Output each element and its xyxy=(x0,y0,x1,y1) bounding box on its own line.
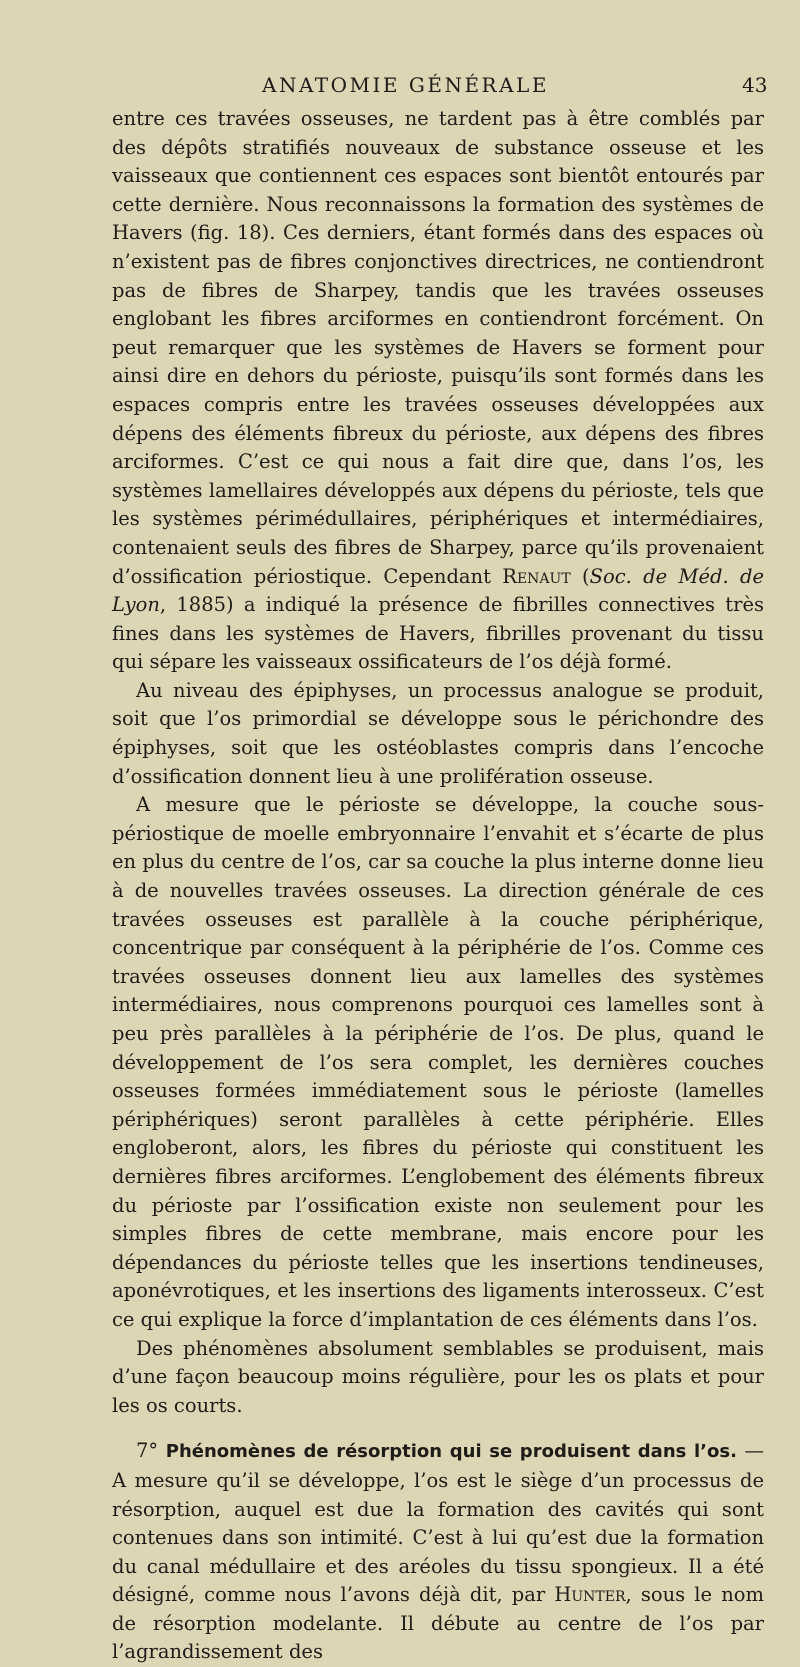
paragraph-4: Des phénomènes absolument semblables se produisent, mais d’une façon beaucoup moins régulière, pour les os plats et pour les os courts. xyxy=(112,1336,764,1417)
running-head xyxy=(0,73,800,103)
paragraph-1-text-c: , 1885) a indiqué la présence de fibrilles connectives très fines dans les systèmes de Havers, fibrilles provenant du tissu qui sépare les vaisseaux ossificateurs de l’os déjà formé. xyxy=(112,593,764,674)
author-hunter: Hunter xyxy=(554,1583,626,1607)
paragraph-3: A mesure que le périoste se développe, la couche sous-périostique de moelle embryonnaire l’envahit et s’écarte de plus en plus du centre de l’os, car sa couche la plus interne donne lieu à de nouvelles travées osseuses. La direction générale de ces travées osseuses est parallèle à la couche périphérique, concentrique par conséquent à la périphérie de l’os. Comme ces travées osseuses donnent lieu aux lamelles des systèmes intermédiaires, nous comprenons pourquoi ces lamelles sont à peu près parallèles à la périphérie de l’os. De plus, quand le développement de l’os sera complet, les dernières couches osseuses formées immédiatement sous le périoste (lamelles périphériques) seront parallèles à cette périphérie. Elles engloberont, alors, les fibres du périoste qui constituent les dernières fibres arciformes. L’englobement des éléments fibreux du périoste par l’ossification existe non seulement pour les simples fibres de cette membrane, mais encore pour les dépendances du périoste telles que les insertions tendineuses, aponévrotiques, et les insertions des ligaments interosseux. C’est ce qui explique la force d’implantation de ces éléments dans l’os. xyxy=(112,793,764,1331)
paragraph-1-text-a: entre ces travées osseuses, ne tardent pas à être comblés par des dépôts stratifiés nouveaux de substance osseuse et les vaisseaux que contiennent ces espaces sont bientôt entourés par cette dernière. Nous reconnaissons la formation des systèmes de Havers (fig. 18). Ces derniers, étant formés dans des espaces où n’existent pas de fibres conjonctives directrices, ne contiendront pas de fibres de Sharpey, tandis que les travées osseuses englobant les fibres arciformes en contiendront forcément. On peut remarquer que les systèmes de Havers se forment pour ainsi dire en dehors du périoste, puisqu’ils sont formés dans les espaces compris entre les travées osseuses développées aux dépens des éléments fibreux du périoste, aux dépens des fibres arciformes. C’est ce qui nous a fait dire que, dans l’os, les systèmes lamellaires développés aux dépens du périoste, tels que les systèmes périmédullaires, périphériques et intermédiaires, contenaient seuls des fibres de Sharpey, parce qu’ils provenaient d’ossification périostique. Cependant xyxy=(112,107,764,588)
paragraph-1 xyxy=(112,105,764,677)
paragraph-5 xyxy=(112,1437,764,1667)
body-text xyxy=(112,105,764,1667)
paragraph-2: Au niveau des épiphyses, un processus analogue se produit, soit que l’os primordial se développe sous le périchondre des épiphyses, soit que les ostéoblastes compris dans l’encoche d’ossification donnent lieu à une prolifération osseuse. xyxy=(112,678,764,788)
paragraph-5-text-b: , sous le nom de résorption modelante. Il débute au centre de l’os par l’agrandissement des xyxy=(112,1583,764,1664)
journal-reference: Soc. de Méd. de Lyon xyxy=(112,564,765,617)
author-renaut: Renaut xyxy=(502,564,571,588)
page-number: 43 xyxy=(742,73,768,97)
section-title: Phénomènes de résorption qui se produisent dans l’os. xyxy=(165,1441,737,1463)
paragraph-5-text-a: — A mesure qu’il se développe, l’os est le siège d’un processus de résorption, auquel est due la formation des cavités qui sont contenues dans son intimité. C’est à lui qu’est due la formation du canal médullaire et des aréoles du tissu spongieux. Il a été désigné, comme nous l’avons déjà dit, par xyxy=(112,1439,764,1607)
section-number: 7° xyxy=(136,1439,159,1463)
paragraph-1-text-b: ( xyxy=(570,564,590,588)
running-title: ANATOMIE GÉNÉRALE xyxy=(262,73,549,97)
